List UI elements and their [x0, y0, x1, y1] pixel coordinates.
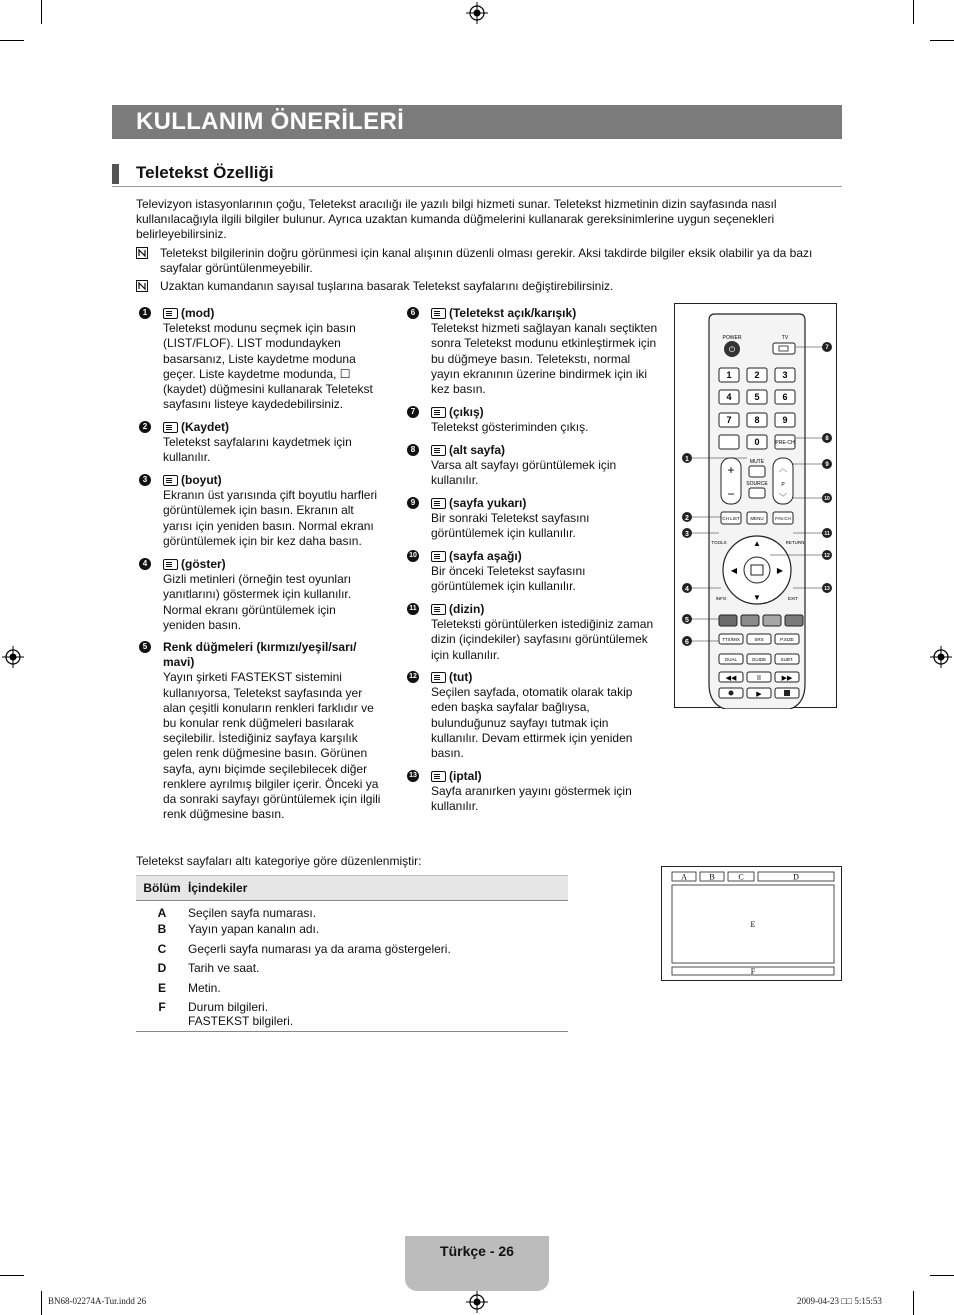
return-label: RETURN	[785, 540, 805, 545]
item-number: 4	[139, 558, 151, 570]
item-title: (göster)	[181, 557, 226, 571]
registration-mark-icon	[466, 1291, 488, 1313]
remote-callout: 11	[824, 531, 830, 537]
hold-key-icon	[431, 672, 446, 683]
page-down-key-icon	[431, 551, 446, 562]
item-number: 8	[407, 444, 419, 456]
item-desc: Varsa alt sayfayı görüntülemek için kullanılır.	[431, 458, 617, 488]
remote-callout: 8	[825, 436, 829, 442]
screen-area-f: F	[750, 967, 756, 976]
note	[136, 279, 826, 294]
note-text: Teletekst bilgilerinin doğru görünmesi için kanal alışının düzenli olması gerekir. Aksi takdirde bilgiler eksik olabilir ya da bazı sayfalar görüntülenmeyebilir.	[160, 246, 813, 275]
crop-mark	[930, 40, 954, 41]
row-value: Yayın yapan kanalın adı.	[188, 922, 320, 936]
page-number: Türkçe - 26	[440, 1243, 514, 1259]
item-title: (tut)	[449, 670, 473, 684]
key-9: 9	[782, 415, 788, 425]
registration-mark-icon	[466, 2, 488, 24]
print-slug-date: 2009-04-23 □□ 5:15:53	[797, 1296, 882, 1306]
item-number: 5	[139, 641, 151, 653]
svg-text:II: II	[757, 675, 761, 682]
remote-callout: 4	[685, 586, 689, 593]
remote-callout: 9	[825, 462, 829, 468]
yellow-key	[763, 615, 781, 626]
remote-callout: 7	[825, 345, 829, 351]
key-6: 6	[782, 392, 788, 402]
item-title: (iptal)	[449, 769, 482, 783]
crop-mark	[0, 1275, 24, 1276]
key-5: 5	[754, 392, 760, 402]
feature-item	[407, 496, 657, 542]
green-key	[741, 615, 759, 626]
mute-label: MUTE	[749, 459, 765, 465]
item-number: 1	[139, 307, 151, 319]
save-key-icon	[163, 422, 178, 433]
column-header: Bölüm	[136, 876, 188, 901]
teletext-screen-image	[662, 867, 843, 982]
exit-label: EXIT	[787, 596, 799, 601]
row-key: C	[157, 941, 167, 956]
item-title: (dizin)	[449, 602, 485, 616]
p-label: P	[781, 482, 785, 488]
section-marker	[112, 164, 119, 184]
table-row	[136, 901, 568, 921]
feature-item	[407, 769, 657, 815]
svg-text:◀◀: ◀◀	[725, 675, 737, 682]
remote-callout: 12	[824, 553, 830, 559]
chlist-label: CH LIST	[722, 516, 740, 521]
item-number: 10	[407, 550, 419, 562]
crop-mark	[930, 1275, 954, 1276]
intro-paragraph: Televizyon istasyonlarının çoğu, Teletekst aracılığı ile yazılı bilgi hizmeti sunar. Teletekst hizmetinin dizin sayfasında nasıl kullanılacağıyla ilgili bilgiler bulunur. Ayrıca uzaktan kumanda düğmelerini kullanarak gereksinimlerine uygun seçenekleri belirleyebilirsiniz.	[136, 197, 777, 241]
tools-label: TOOLS	[711, 540, 727, 545]
feature-item	[139, 557, 379, 633]
row-value	[188, 998, 568, 1032]
row-key: F	[136, 998, 188, 1032]
crop-mark	[41, 0, 42, 24]
svg-text:▶: ▶	[756, 691, 762, 698]
item-desc: Ekranın üst yarısında çift boyutlu harfleri görüntülemek için basın. Ekranın alt yarısı için yeniden basın. Normal ekranı görüntülemek için bir kez daha basın.	[163, 488, 378, 548]
svg-text:▲: ▲	[753, 539, 761, 548]
section-heading	[112, 162, 842, 187]
note	[136, 246, 826, 276]
item-desc: Yayın şirketi FASTEKST sistemini kullanıyorsa, Teletekst sayfasında yer alan çeşitli konuların renkleri farklıdır ve bu konular renk düğmeleri basılarak seçilebilir. İstediğiniz sayfaya karşılık gelen renk düğmesine basın. Görünen sayfa, aynı biçimde seçilebilecek diğer renklere ayrılmış bilgiler içerir. Önceki ya da sonraki sayfayı görüntülemek için ilgili renk düğmesine basın.	[163, 670, 381, 822]
red-key	[719, 615, 737, 626]
crop-mark	[0, 40, 24, 41]
remote-callout: 10	[824, 496, 830, 502]
key-3: 3	[782, 370, 788, 380]
key-2: 2	[754, 370, 760, 380]
remote-callout: 3	[685, 531, 689, 538]
row-key: B	[157, 922, 167, 936]
svg-text:︿: ︿	[779, 464, 787, 473]
row-value: Tarih ve saat.	[188, 961, 260, 975]
remote-callout: 6	[685, 639, 689, 646]
table-row	[136, 979, 568, 999]
svg-text:▶▶: ▶▶	[781, 675, 793, 682]
subpage-key-icon	[431, 445, 446, 456]
table-row	[136, 940, 568, 960]
item-desc: Teleteksti görüntülerken istediğiniz zaman dizin (içindekiler) sayfasını görüntülemek için kullanılır.	[431, 617, 654, 662]
srs-label: SRS	[754, 637, 764, 642]
item-title: (Teletekst açık/karışık)	[449, 306, 577, 320]
tv-label: TV	[781, 335, 789, 341]
row-value: Metin.	[188, 980, 221, 995]
svg-text:﹀: ﹀	[779, 493, 787, 502]
crop-mark	[913, 0, 914, 24]
screen-area-b: B	[709, 872, 715, 882]
item-desc: Gizli metinleri (örneğin test oyunları yanıtlarını) göstermek için kullanılır. Normal ekranı görüntülemek için yeniden basın.	[163, 572, 352, 632]
item-desc: Sayfa aranırken yayını göstermek için kullanılır.	[431, 784, 632, 814]
registration-mark-icon	[2, 646, 24, 668]
svg-text:+: +	[727, 463, 735, 477]
power-label: POWER	[722, 335, 742, 341]
svg-text:−: −	[727, 487, 735, 501]
blue-key	[785, 615, 803, 626]
cancel-key-icon	[431, 771, 446, 782]
note-icon	[136, 247, 148, 259]
screen-area-a: A	[681, 872, 687, 882]
menu-label: MENU	[750, 516, 764, 521]
size-key-icon	[163, 475, 178, 486]
table-row	[136, 920, 568, 940]
teletext-key-icon	[431, 308, 446, 319]
source-label: SOURCE	[746, 481, 768, 487]
screen-area-d: D	[793, 872, 799, 882]
key-0: 0	[754, 437, 760, 447]
remote-illustration	[674, 303, 837, 708]
table-header-row	[136, 876, 568, 901]
feature-item	[139, 420, 379, 466]
item-title: Renk düğmeleri (kırmızı/yeşil/sarı/ mavi)	[163, 640, 357, 670]
column-header: İçindekiler	[188, 876, 568, 901]
remote-callout: 5	[685, 617, 689, 624]
item-title: (boyut)	[181, 473, 222, 487]
item-title: (Kaydet)	[181, 420, 230, 434]
item-desc: Teletekst sayfalarını kaydetmek için kullanılır.	[163, 435, 352, 465]
item-desc: Teletekst hizmeti sağlayan kanalı seçtikten sonra Teletekst modunu etkinleştirmek için bu düğmeye basın. Teletekstı, normal yayın ekranının üzerine bindirmek için iki kez basın.	[431, 321, 658, 397]
item-number: 11	[407, 603, 419, 615]
item-title: (mod)	[181, 306, 215, 320]
item-number: 12	[407, 671, 419, 683]
item-desc: Bir önceki Teletekst sayfasını görüntülemek için kullanılır.	[431, 564, 586, 594]
page-title: KULLANIM ÖNERİLERİ	[136, 108, 405, 135]
svg-text:◀: ◀	[730, 566, 738, 575]
item-desc: Teletekst modunu seçmek için basın (LIST/FLOF). LIST modundayken basarsanız, Liste kaydetme moduna geçer. Liste kaydetme modunda, ☐ (kaydet) düğmesini kullanarak Teletekst sayfasını listeye kaydedebilirsiniz.	[163, 321, 373, 412]
psize-label: P.SIZE	[780, 637, 794, 642]
table-intro: Teletekst sayfaları altı kategoriye göre düzenlenmiştir:	[136, 854, 422, 868]
table-row	[136, 959, 568, 979]
teletext-sections-table	[136, 875, 568, 1032]
row-key: A	[157, 906, 167, 920]
info-label: INFO	[715, 596, 727, 601]
svg-text:▶: ▶	[776, 566, 784, 575]
item-title: (sayfa aşağı)	[449, 549, 522, 563]
item-number: 2	[139, 421, 151, 433]
item-title: (sayfa yukarı)	[449, 496, 527, 510]
exit-key-icon	[431, 407, 446, 418]
row-key: E	[157, 980, 166, 995]
crop-mark	[913, 1291, 914, 1315]
feature-item	[407, 670, 657, 761]
remote-callout: 13	[824, 586, 830, 592]
prech-label: PRE-CH	[775, 440, 795, 446]
guide-label: GUIDE	[751, 657, 767, 662]
remote-control-image	[675, 304, 838, 709]
crop-mark	[41, 1291, 42, 1315]
subt-label: SUBT.	[780, 657, 794, 662]
item-number: 13	[407, 770, 419, 782]
key-8: 8	[754, 415, 760, 425]
screen-area-e: E	[750, 920, 756, 929]
row-value-line: FASTEKST bilgileri.	[188, 1014, 294, 1028]
dual-label: DUAL	[724, 657, 738, 662]
section-title: Teletekst Özelliği	[136, 163, 274, 182]
item-desc: Bir sonraki Teletekst sayfasını görüntülemek için kullanılır.	[431, 511, 590, 541]
row-value: Seçilen sayfa numarası.	[188, 906, 317, 920]
feature-item	[139, 306, 379, 412]
key-1: 1	[726, 370, 732, 380]
remote-callout: 1	[685, 456, 689, 463]
key-7: 7	[726, 415, 732, 425]
note-text: Uzaktan kumandanın sayısal tuşlarına basarak Teletekst sayfalarını değiştirebilirsiniz.	[160, 279, 614, 293]
page-up-key-icon	[431, 498, 446, 509]
row-value-line: Durum bilgileri.	[188, 1000, 269, 1014]
table-row	[136, 998, 568, 1032]
print-slug-file: BN68-02274A-Tur.indd 26	[48, 1296, 147, 1306]
feature-item	[407, 443, 657, 489]
teletext-screen-diagram	[661, 866, 842, 981]
page-number-tab	[405, 1236, 549, 1291]
feature-item	[407, 405, 657, 435]
item-desc: Teletekst gösteriminden çıkış.	[431, 420, 589, 435]
item-number: 7	[407, 406, 419, 418]
item-desc: Seçilen sayfada, otomatik olarak takip eden başka sayfalar bağlıysa, bulunduğunuz sayfayı tutmak için kullanılır. Devam ettirmek için yeniden basın.	[431, 685, 633, 761]
svg-text:⏻: ⏻	[728, 345, 736, 354]
row-value: Geçerli sayfa numarası ya da arama göstergeleri.	[188, 941, 451, 956]
feature-item	[407, 602, 657, 663]
reveal-key-icon	[163, 559, 178, 570]
screen-area-c: C	[738, 872, 744, 882]
feature-item	[139, 473, 379, 549]
item-number: 3	[139, 474, 151, 486]
index-key-icon	[431, 604, 446, 615]
note-icon	[136, 280, 148, 292]
key-4: 4	[726, 392, 732, 402]
feature-item	[139, 640, 379, 822]
item-title: (çıkış)	[449, 405, 484, 419]
registration-mark-icon	[930, 646, 952, 668]
row-key: D	[157, 961, 167, 975]
feature-item	[407, 306, 657, 397]
ttx-label: TTX/MIX	[722, 637, 740, 642]
fav-label: FAV.CH	[775, 516, 791, 521]
feature-item	[407, 549, 657, 595]
item-number: 9	[407, 497, 419, 509]
page-title-banner	[112, 105, 842, 139]
svg-text:▼: ▼	[753, 593, 761, 602]
item-number: 6	[407, 307, 419, 319]
remote-callout: 2	[685, 515, 689, 522]
mode-key-icon	[163, 308, 178, 319]
item-title: (alt sayfa)	[449, 443, 506, 457]
